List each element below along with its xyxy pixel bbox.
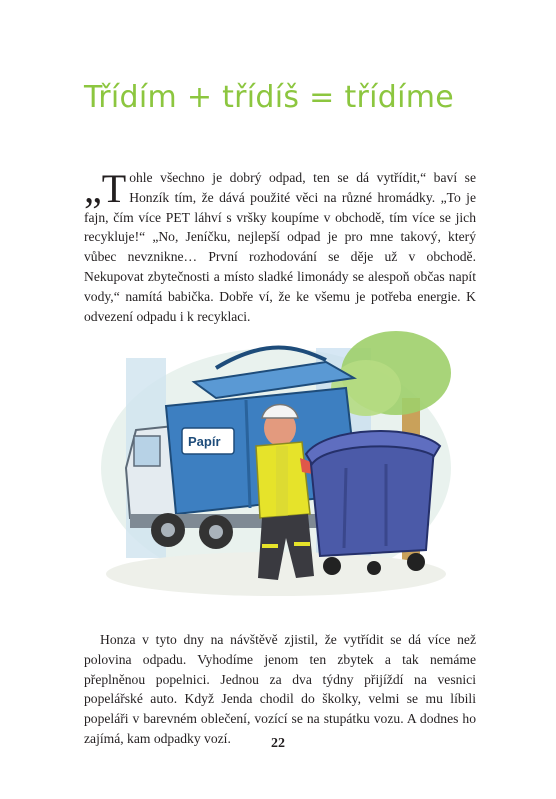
page-title: Třídím + třídíš = třídíme: [84, 80, 455, 115]
truck-sign-label: Papír: [188, 434, 221, 449]
garbage-truck-illustration: [96, 318, 456, 602]
paragraph-intro-text: ohle všechno je dobrý odpad, ten se dá vytřídit,“ baví se Honzík tím, že dává použité věci na různé hromádky. „To je fajn, čím více PET láhví s vršky koupíme v obchodě, tím více se jich recykluje!“ „No, Jeníčku, nejlepší odpad je pro mne takový, který vůbec nevznikne… První rozhodování se děje už v obchodě. Nekupovat zbytečnosti a místo sladké limonády se alespoň občas napít vody,“ namítá babička. Dobře ví, že ke všemu je potřeba energie. K odvezení odpadu i k recyklaci.: [84, 170, 476, 324]
drop-cap: „T: [84, 166, 127, 211]
paragraph-intro: [84, 168, 476, 326]
paragraph-second: Honza v tyto dny na návštěvě zjistil, že vytřídit se dá více než polovina odpadu. Vyhodíme jenom ten zbytek a tak nemáme přeplněnou popelnici. Jednou za dva týdny přijíždí na vesnici popelářské auto. Když Jenda chodil do školky, velmi se mu líbili popeláři v barevném oblečení, vozící se na stupátku vozu. A dodnes ho zajímá, kam odpadky vozí.: [84, 632, 476, 746]
page-number: 22: [271, 736, 285, 751]
